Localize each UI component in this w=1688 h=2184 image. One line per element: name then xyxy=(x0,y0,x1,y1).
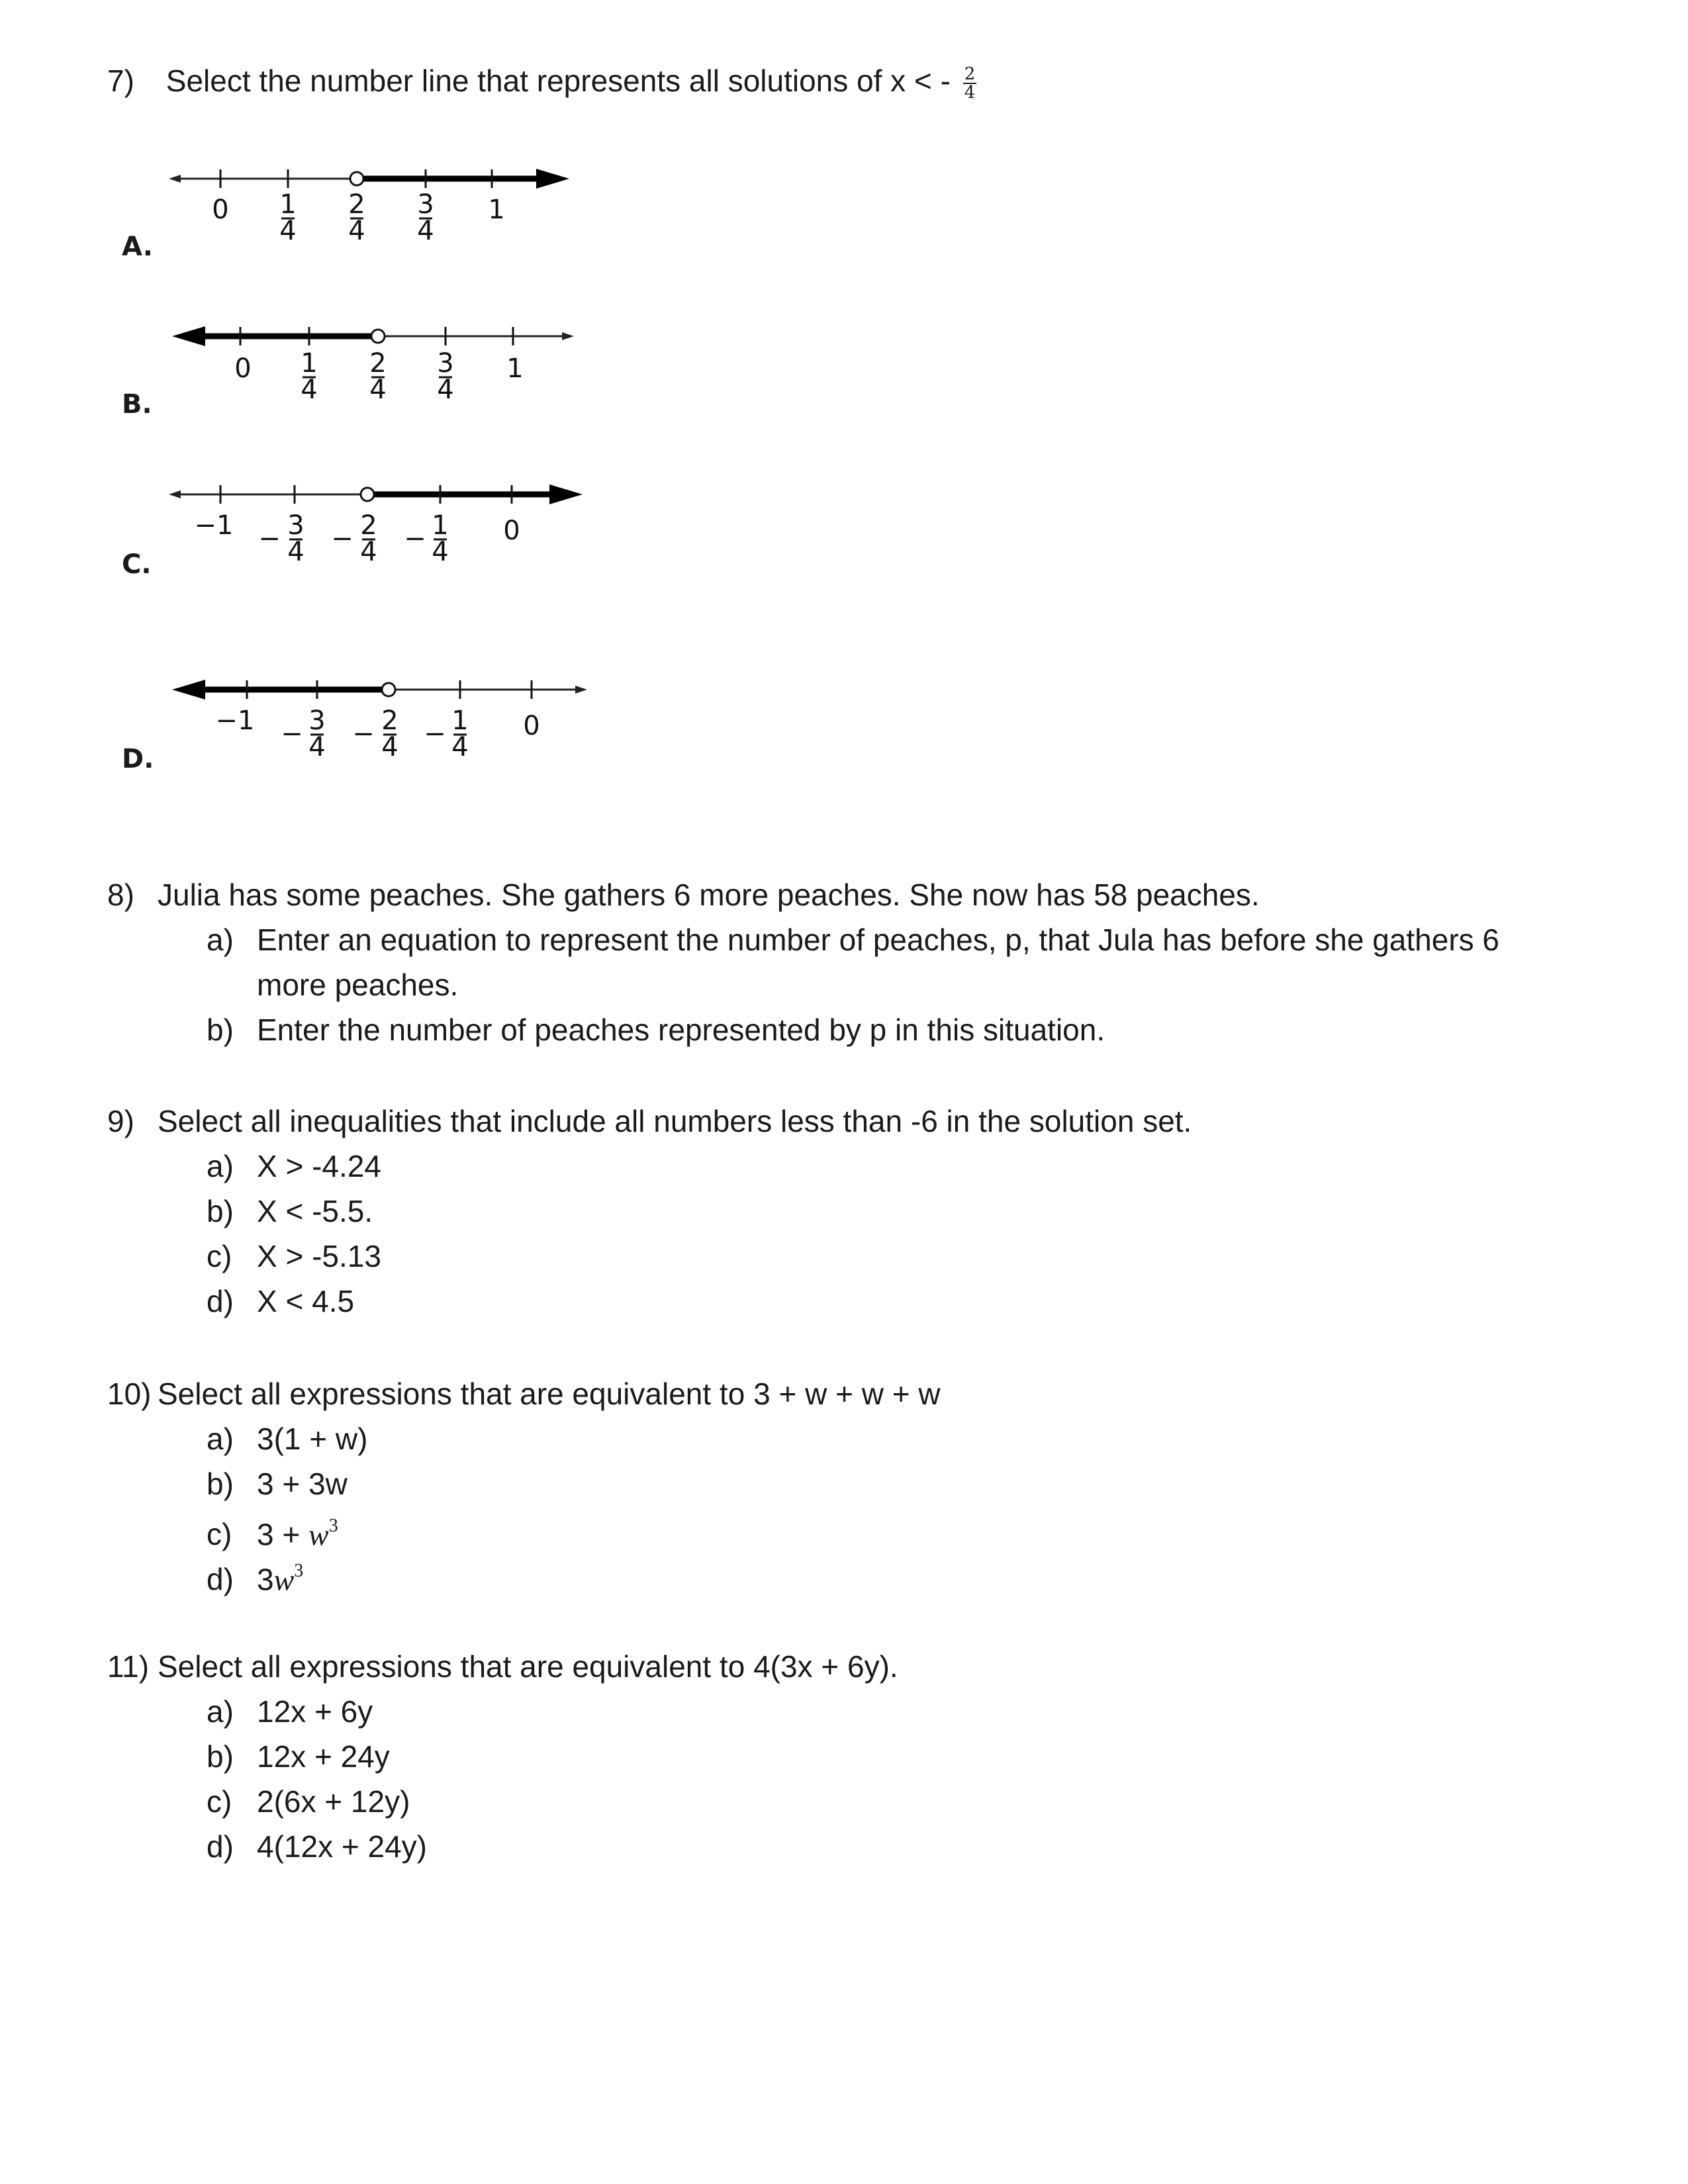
q8-number: 8) xyxy=(107,878,134,912)
q10-number: 10) xyxy=(107,1377,152,1411)
open-circle-point xyxy=(350,172,363,185)
svg-text:2: 2 xyxy=(369,348,387,379)
q8-b-label: b) xyxy=(207,1013,234,1047)
option-text: X < -5.5. xyxy=(257,1194,373,1228)
tick-label-1-den: 4 xyxy=(279,216,297,246)
svg-text:4: 4 xyxy=(381,732,399,762)
option-exponent: 3 xyxy=(294,1561,304,1581)
svg-text:−: − xyxy=(331,523,353,554)
q11-number: 11) xyxy=(107,1649,150,1684)
q10-option-c[interactable] xyxy=(207,1506,338,1557)
q11-option-d[interactable] xyxy=(207,1824,427,1869)
left-arrow-head-bold xyxy=(172,680,205,700)
svg-text:4: 4 xyxy=(369,375,387,405)
tick-label-0: 0 xyxy=(212,195,229,225)
q7-option-a-number-line[interactable] xyxy=(169,152,579,271)
svg-text:4: 4 xyxy=(287,537,305,567)
option-prefix: 3 xyxy=(257,1562,274,1597)
q9-option-a[interactable] xyxy=(207,1144,381,1189)
tick-label-2-den: 4 xyxy=(348,216,365,246)
q7-frac-den: 4 xyxy=(964,82,976,103)
open-circle-point xyxy=(371,330,385,343)
svg-text:3: 3 xyxy=(308,705,326,736)
svg-text:1: 1 xyxy=(301,348,318,379)
option-letter: d) xyxy=(207,1562,234,1597)
option-variable: w xyxy=(273,1563,295,1597)
q11-option-a[interactable] xyxy=(207,1689,373,1734)
svg-text:4: 4 xyxy=(451,732,469,762)
option-letter: c) xyxy=(207,1784,232,1819)
q7-number: 7) xyxy=(107,64,134,98)
option-text: 3 + 3w xyxy=(257,1467,348,1501)
option-letter: b) xyxy=(207,1467,234,1501)
q9-question xyxy=(107,1099,1192,1144)
q7-option-d-label[interactable]: D. xyxy=(122,744,154,774)
q8-a-line2: more peaches. xyxy=(257,968,459,1002)
q7-option-d-number-line[interactable] xyxy=(169,668,592,788)
right-arrow-head xyxy=(562,332,574,340)
q11-text: Select all expressions that are equivalent to 4(3x + 6y). xyxy=(158,1649,898,1684)
tick-label-2: 2 xyxy=(348,189,365,220)
svg-text:−: − xyxy=(352,719,375,749)
q8-b-text: Enter the number of peaches represented by p in this situation. xyxy=(257,1013,1105,1047)
q8-part-a-cont xyxy=(257,962,458,1007)
option-letter: a) xyxy=(207,1422,234,1456)
svg-text:4: 4 xyxy=(301,375,318,405)
option-text: 12x + 6y xyxy=(257,1694,373,1729)
q8-text: Julia has some peaches. She gathers 6 more peaches. She now has 58 peaches. xyxy=(158,878,1260,912)
q9-text: Select all inequalities that include all numbers less than -6 in the solution set. xyxy=(158,1104,1192,1138)
open-circle-point xyxy=(361,488,374,501)
option-letter: d) xyxy=(207,1284,234,1318)
tick-label-4: 0 xyxy=(523,711,540,741)
q7-frac-num: 2 xyxy=(964,64,976,84)
option-text: 2(6x + 12y) xyxy=(257,1784,410,1819)
q8-a-line1: Enter an equation to represent the number of peaches, p, that Jula has before she gathers 6 xyxy=(257,923,1500,957)
q7-option-b-label[interactable]: B. xyxy=(122,389,152,420)
svg-text:1: 1 xyxy=(451,705,469,736)
svg-text:4: 4 xyxy=(308,732,326,762)
q8-question xyxy=(107,872,1260,917)
option-letter: a) xyxy=(207,1149,234,1183)
q10-option-a[interactable] xyxy=(207,1416,367,1461)
q8-a-label: a) xyxy=(207,923,234,957)
option-letter: c) xyxy=(207,1517,232,1552)
left-arrow-head xyxy=(169,490,181,498)
tick-label-0: 0 xyxy=(234,353,252,384)
tick-label-0: −1 xyxy=(215,705,255,736)
q10-question xyxy=(107,1371,941,1416)
svg-text:3: 3 xyxy=(437,348,454,379)
left-arrow-head xyxy=(169,175,181,183)
q10-text: Select all expressions that are equivalent to 3 + w + w + w xyxy=(158,1377,941,1411)
q9-option-b[interactable] xyxy=(207,1189,373,1234)
q10-option-d[interactable] xyxy=(207,1551,303,1602)
svg-text:4: 4 xyxy=(437,375,454,405)
svg-text:−: − xyxy=(258,523,281,554)
q8-part-a xyxy=(207,917,1499,962)
svg-text:−: − xyxy=(404,523,426,554)
svg-text:4: 4 xyxy=(360,537,377,567)
q11-question xyxy=(107,1644,898,1689)
q7-option-c-number-line[interactable] xyxy=(169,473,592,592)
option-text: 3(1 + w) xyxy=(257,1422,368,1456)
option-text: X < 4.5 xyxy=(257,1284,355,1318)
option-variable: w xyxy=(308,1518,329,1552)
option-text: 4(12x + 24y) xyxy=(257,1829,427,1864)
q7-option-c-label[interactable]: C. xyxy=(122,549,152,580)
option-letter: b) xyxy=(207,1739,234,1774)
option-letter: d) xyxy=(207,1829,234,1864)
q8-part-b xyxy=(207,1007,1105,1052)
q7-fraction xyxy=(963,66,977,101)
q11-option-b[interactable] xyxy=(207,1734,390,1779)
svg-text:3: 3 xyxy=(287,510,305,541)
right-arrow-head-bold xyxy=(549,484,583,504)
q7-option-b-number-line[interactable] xyxy=(169,311,579,430)
svg-text:4: 4 xyxy=(432,537,449,567)
q9-option-d[interactable] xyxy=(207,1279,354,1324)
option-letter: a) xyxy=(207,1694,234,1729)
svg-text:1: 1 xyxy=(432,510,449,541)
option-prefix: 3 + xyxy=(257,1517,301,1552)
tick-label-4: 1 xyxy=(506,353,524,384)
option-text: 12x + 24y xyxy=(257,1739,390,1774)
q7-text: Select the number line that represents all solutions of x < - xyxy=(165,64,951,98)
q7-question xyxy=(107,58,976,103)
option-exponent: 3 xyxy=(328,1516,338,1536)
tick-label-0: −1 xyxy=(194,510,234,541)
q7-option-a-label[interactable]: A. xyxy=(122,232,153,262)
open-circle-point xyxy=(382,683,395,696)
q9-number: 9) xyxy=(107,1104,134,1138)
q9-option-c[interactable] xyxy=(207,1234,381,1279)
tick-label-3-den: 4 xyxy=(417,216,434,246)
tick-label-4: 1 xyxy=(488,195,505,225)
q10-option-b[interactable] xyxy=(207,1461,348,1506)
option-text: X > -5.13 xyxy=(257,1239,381,1273)
right-arrow-head-bold xyxy=(536,169,569,189)
svg-text:2: 2 xyxy=(360,510,377,541)
right-arrow-head xyxy=(575,686,587,694)
left-arrow-head-bold xyxy=(172,326,205,346)
svg-text:2: 2 xyxy=(381,705,399,736)
svg-text:−: − xyxy=(281,719,303,749)
q11-option-c[interactable] xyxy=(207,1779,410,1824)
tick-label-3: 3 xyxy=(417,189,434,220)
tick-label-4: 0 xyxy=(503,516,520,546)
option-letter: b) xyxy=(207,1194,234,1228)
tick-label-1: 1 xyxy=(279,189,297,220)
option-letter: c) xyxy=(207,1239,232,1273)
svg-text:−: − xyxy=(424,719,446,749)
option-text: X > -4.24 xyxy=(257,1149,381,1183)
